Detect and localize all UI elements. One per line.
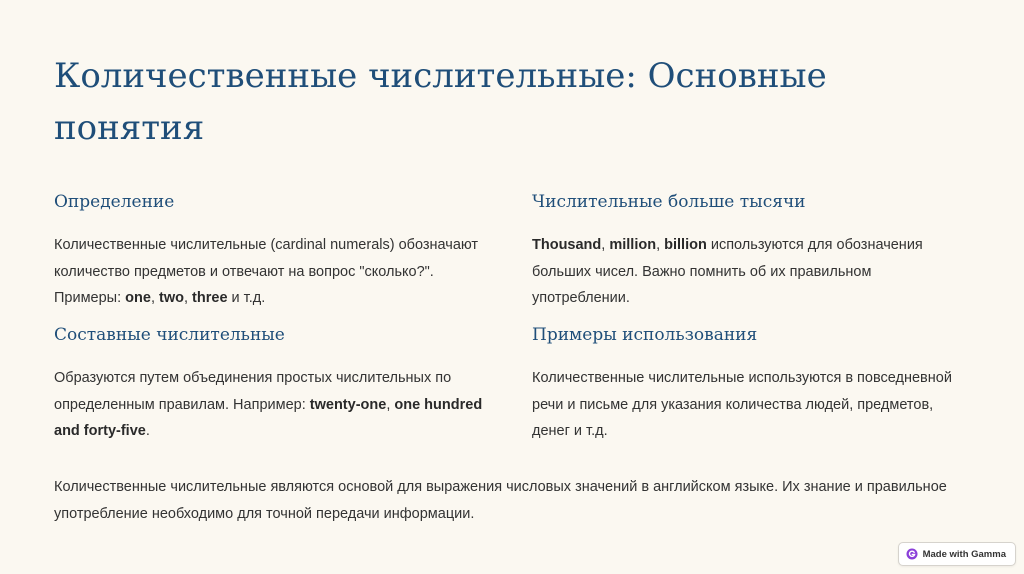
slide-title: Количественные числительные: Основные понятия [54, 56, 827, 148]
text-run: , [601, 237, 610, 253]
section-text [532, 232, 962, 312]
bold-term: billion [664, 237, 707, 253]
bold-term: one hundred and forty-five [54, 396, 483, 439]
text-run: , [386, 396, 395, 413]
section-heading: Примеры использования [532, 325, 758, 345]
text-run: используются для обозначения больших чисел. Важно помнить об их правильном употреблении. [532, 237, 923, 306]
gamma-logo-icon [906, 548, 918, 560]
section-text [532, 365, 962, 445]
text-run: и т.д. [227, 290, 266, 306]
bold-term: one [125, 290, 151, 306]
text-run: Количественные числительные используются в повседневной речи и письме для указания количества людей, предметов, денег и т.д. [532, 370, 952, 439]
section-heading: Определение [54, 192, 175, 212]
made-with-gamma-badge[interactable] [898, 542, 1016, 566]
conclusion-text: Количественные числительные являются основой для выражения числовых значений в английском языке. Их знание и правильное употребление необходимо для точной передачи информации. [54, 479, 947, 522]
section-usage-examples [532, 323, 962, 445]
section-definition [54, 190, 494, 312]
text-run: , [150, 290, 160, 306]
bold-term: three [192, 290, 228, 306]
bold-term: Thousand [532, 237, 602, 253]
bold-term: two [159, 290, 184, 306]
text-run: Количественные числительные (cardinal numerals) обозначают количество предметов и отвечают на вопрос "сколько?". Примеры: [54, 237, 479, 306]
text-run: , [656, 237, 665, 253]
section-large-numbers [532, 190, 962, 312]
section-text [54, 232, 494, 312]
text-run: , [183, 290, 193, 306]
section-heading: Числительные больше тысячи [532, 192, 806, 212]
section-heading: Составные числительные [54, 325, 285, 345]
section-compound-numerals [54, 323, 494, 445]
bold-term: twenty-one [309, 396, 387, 413]
section-text [54, 365, 494, 445]
badge-label: Made with Gamma [922, 548, 1006, 560]
text-run: . [145, 423, 150, 439]
bold-term: million [609, 237, 657, 253]
text-run: Образуются путем объединения простых числительных по определенным правилам. Например: [54, 370, 452, 413]
